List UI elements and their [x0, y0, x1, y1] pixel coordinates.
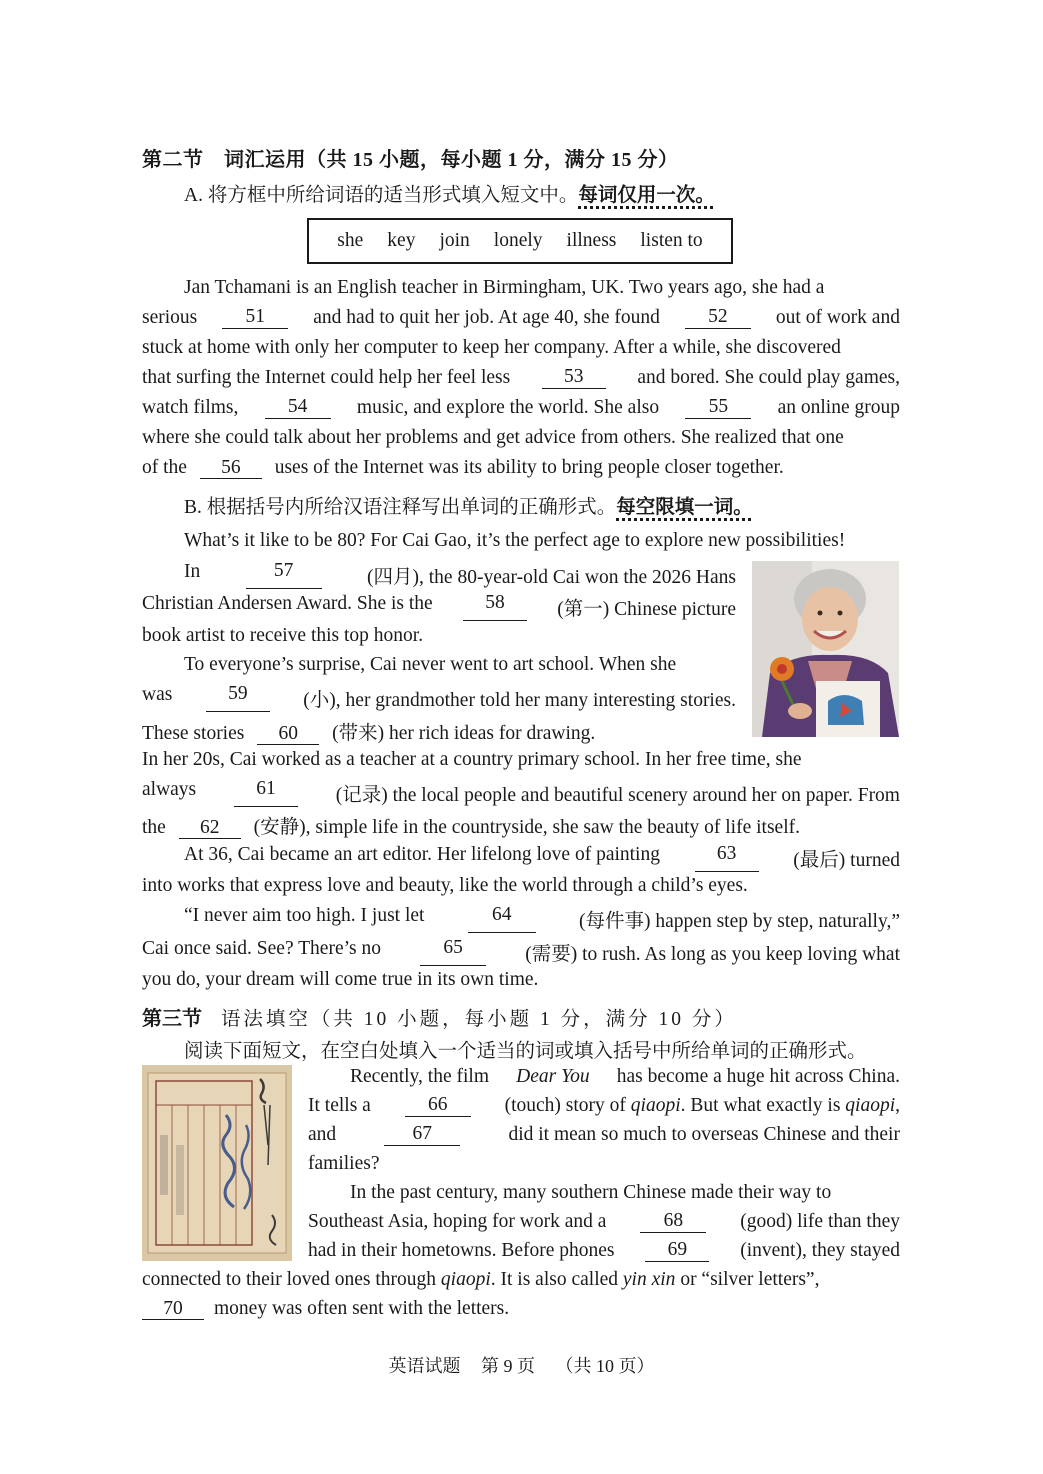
word-box-item: key	[387, 230, 416, 251]
passage-line: Recently, the film Dear You has become a huge hit across China.	[350, 1066, 900, 1087]
blank-62[interactable]: 62	[179, 818, 241, 839]
word-box-item: lonely	[493, 230, 543, 251]
blank-66[interactable]: 66	[405, 1095, 471, 1117]
section3-title: 第三节 语法填空（共 10 小题，每小题 1 分，满分 10 分）	[142, 1008, 737, 1030]
passage-line: families?	[308, 1153, 380, 1174]
partA-emphasis: 每词仅用一次。	[578, 185, 715, 206]
qiaopi-letter-image	[142, 1065, 292, 1261]
passage-line: stuck at home with only her computer to keep her company. After a while, she discovered	[142, 337, 841, 358]
passage-line: Christian Andersen Award. She is the 58 (第一) Chinese picture	[142, 592, 736, 620]
passage-line: into works that express love and beauty, like the world through a child’s eyes.	[142, 875, 748, 896]
passage-line: that surfing the Internet could help her feel less 53 and bored. She could play games,	[142, 366, 900, 388]
blank-54[interactable]: 54	[265, 397, 331, 419]
passage-line: serious 51 and had to quit her job. At age 40, she found 52 out of work and	[142, 306, 900, 328]
passage-line: was 59 (小), her grandmother told her many interesting stories.	[142, 683, 736, 711]
blank-63[interactable]: 63	[695, 844, 759, 872]
passage-line: In her 20s, Cai worked as a teacher at a country primary school. In her free time, she	[142, 749, 802, 770]
blank-67[interactable]: 67	[384, 1124, 460, 1146]
blank-51[interactable]: 51	[222, 307, 288, 329]
blank-52[interactable]: 52	[685, 307, 751, 329]
footer-subject: 英语试题	[388, 1356, 461, 1376]
word-box	[307, 218, 733, 264]
passage-line: Southeast Asia, hoping for work and a 68 (good) life than they	[308, 1210, 900, 1232]
passage-line: Jan Tchamani is an English teacher in Birmingham, UK. Two years ago, she had a	[184, 277, 825, 298]
blank-55[interactable]: 55	[685, 397, 751, 419]
blank-60[interactable]: 60	[257, 724, 319, 745]
passage-line: watch films, 54 music, and explore the world. She also 55 an online group	[142, 396, 900, 418]
passage-line: had in their hometowns. Before phones 69 (invent), they stayed	[308, 1239, 900, 1261]
blank-56[interactable]: 56	[200, 458, 262, 479]
passage-line: Cai once said. See? There’s no 65 (需要) to rush. As long as you keep loving what	[142, 937, 900, 965]
passage-line: the 62 (安静), simple life in the countryside, she saw the beauty of life itself.	[142, 817, 800, 838]
footer-page: 第 9 页	[481, 1356, 535, 1376]
blank-69[interactable]: 69	[645, 1240, 709, 1262]
passage-line: What’s it like to be 80? For Cai Gao, it’s the perfect age to explore new possibilities!	[184, 530, 846, 551]
passage-line: At 36, Cai became an art editor. Her lifelong love of painting 63 (最后) turned	[184, 843, 900, 871]
word-box-item: listen to	[640, 230, 703, 251]
partB-instruction: B. 根据括号内所给汉语注释写出单词的正确形式。每空限填一词。	[184, 497, 753, 518]
passage-line: In the past century, many southern Chinese made their way to	[350, 1182, 832, 1203]
passage-line: book artist to receive this top honor.	[142, 625, 424, 646]
passage-line: It tells a 66 (touch) story of qiaopi. But what exactly is qiaopi,	[308, 1094, 900, 1116]
portrait-illustration	[752, 561, 899, 737]
passage-line: To everyone’s surprise, Cai never went to art school. When she	[184, 654, 677, 675]
passage-line: connected to their loved ones through qiaopi. It is also called yin xin or “silver letters”,	[142, 1269, 820, 1290]
blank-61[interactable]: 61	[234, 779, 298, 807]
blank-68[interactable]: 68	[640, 1211, 706, 1233]
partA-instruction: A. 将方框中所给词语的适当形式填入短文中。每词仅用一次。	[184, 185, 715, 206]
passage-line: of the 56 uses of the Internet was its ability to bring people closer together.	[142, 457, 784, 478]
blank-70[interactable]: 70	[142, 1299, 204, 1320]
blank-59[interactable]: 59	[206, 684, 270, 712]
word-box-item: she	[337, 230, 364, 251]
cai-gao-photo	[752, 561, 899, 737]
word-box-item: illness	[566, 230, 617, 251]
word-box-item: join	[439, 230, 470, 251]
partB-emphasis: 每空限填一词。	[616, 497, 753, 518]
blank-53[interactable]: 53	[542, 367, 606, 389]
section2-title: 第二节 词汇运用（共 15 小题，每小题 1 分，满分 15 分）	[142, 149, 679, 171]
section3-instruction: 阅读下面短文，在空白处填入一个适当的词或填入括号中所给单词的正确形式。	[184, 1041, 867, 1062]
qiaopi-letter-illustration	[142, 1065, 292, 1261]
page-footer	[0, 1352, 1043, 1378]
blank-57[interactable]: 57	[246, 561, 322, 589]
blank-65[interactable]: 65	[420, 938, 486, 966]
passage-line: and 67 did it mean so much to overseas Chinese and their	[308, 1123, 900, 1145]
passage-line: where she could talk about her problems and get advice from others. She realized that one	[142, 427, 844, 448]
passage-line: These stories 60 (带来) her rich ideas for drawing.	[142, 723, 596, 744]
footer-total: （共 10 页）	[555, 1356, 655, 1376]
passage-line: “I never aim too high. I just let 64 (每件事) happen step by step, naturally,”	[184, 904, 900, 932]
blank-64[interactable]: 64	[468, 905, 536, 933]
blank-58[interactable]: 58	[463, 593, 527, 621]
passage-line: you do, your dream will come true in its own time.	[142, 969, 539, 990]
passage-line: In 57 (四月), the 80-year-old Cai won the 2026 Hans	[184, 560, 736, 588]
passage-line: always 61 (记录) the local people and beautiful scenery around her on paper. From	[142, 778, 900, 806]
passage-line: 70 money was often sent with the letters.	[142, 1298, 509, 1320]
